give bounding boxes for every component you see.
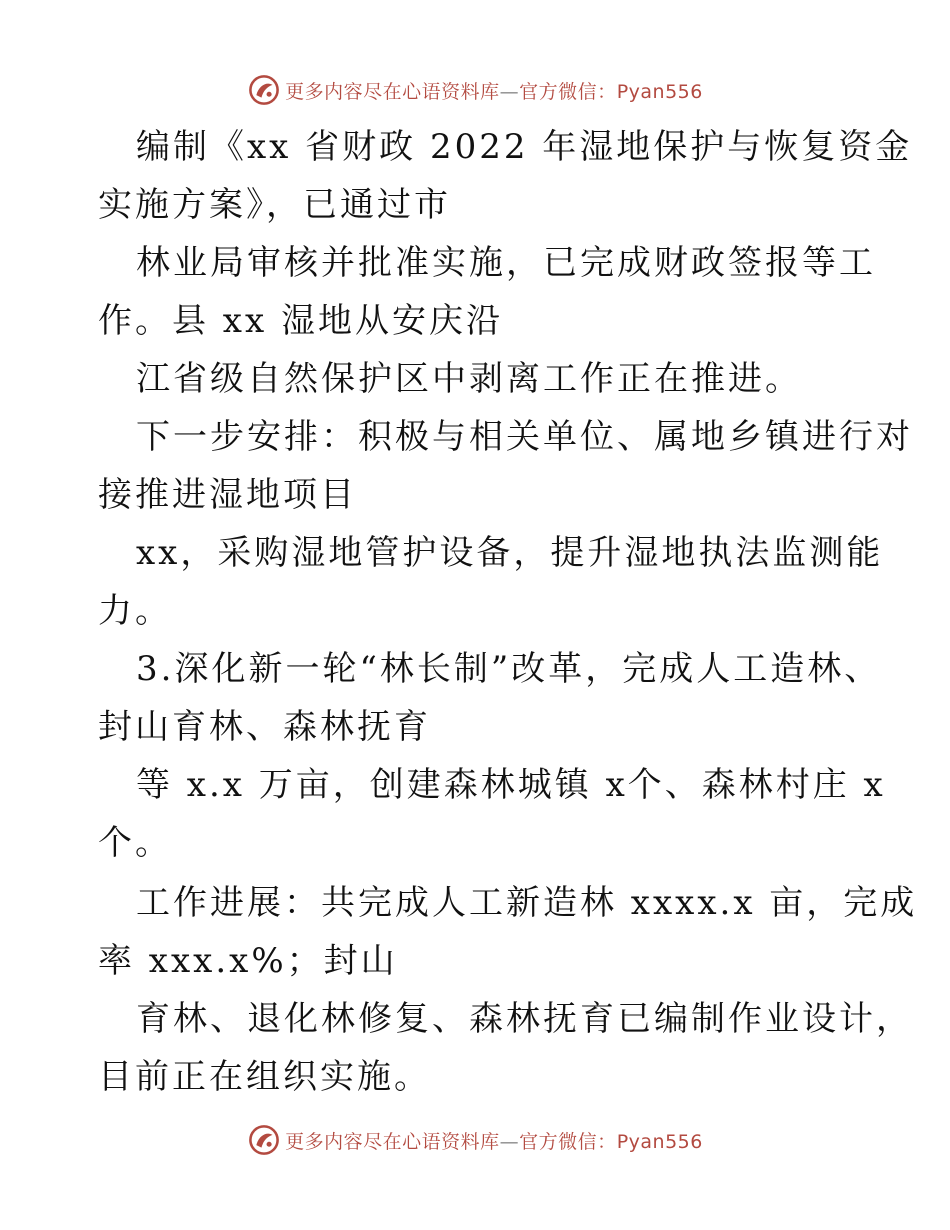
footer-banner-inner	[247, 1123, 703, 1157]
body-line-7: 接推进湿地项目	[98, 475, 357, 515]
body-line-3: 林业局审核并批准实施，已完成财政签报等工	[136, 243, 876, 283]
header-brand-text: 更多内容尽在心语资料库	[285, 80, 500, 103]
red-swirl-logo-icon	[247, 73, 281, 107]
footer-banner-text	[285, 1127, 703, 1154]
body-line-2: 实施方案》，已通过市	[98, 185, 451, 225]
body-line-6: 下一步安排：积极与相关单位、属地乡镇进行对	[136, 417, 913, 457]
footer-banner	[0, 1120, 950, 1160]
body-line-16: 育林、退化林修复、森林抚育已编制作业设计，	[136, 999, 913, 1039]
body-line-4: 作。县 xx 湿地从安庆沿	[98, 301, 503, 341]
body-line-13: 个。	[98, 823, 172, 863]
body-line-9: 力。	[98, 591, 172, 631]
body-line-8: xx，采购湿地管护设备，提升湿地执法监测能	[136, 533, 884, 573]
body-line-5: 江省级自然保护区中剥离工作正在推进。	[136, 359, 802, 399]
footer-brand-text: 更多内容尽在心语资料库	[285, 1130, 500, 1153]
footer-wechat-id: Pyan556	[616, 1130, 703, 1153]
body-line-15: 率 xxx.x%；封山	[98, 941, 398, 981]
header-banner	[0, 70, 950, 110]
body-line-14: 工作进展：共完成人工新造林 xxxx.x 亩，完成	[136, 883, 918, 923]
header-banner-inner	[247, 73, 703, 107]
header-wechat-label: 官方微信：	[519, 80, 617, 103]
body-line-1: 编制《xx 省财政 2022 年湿地保护与恢复资金	[136, 127, 913, 167]
body-line-17: 目前正在组织实施。	[98, 1057, 431, 1097]
footer-separator: —	[499, 1130, 520, 1153]
red-swirl-logo-icon	[247, 1123, 281, 1157]
body-line-11: 封山育林、森林抚育	[98, 707, 431, 747]
header-wechat-id: Pyan556	[616, 80, 703, 103]
body-line-10: 3.深化新一轮“林长制”改革，完成人工造林、	[136, 649, 882, 689]
header-banner-text	[285, 77, 703, 104]
footer-wechat-label: 官方微信：	[519, 1130, 617, 1153]
header-separator: —	[499, 80, 520, 103]
body-line-12: 等 x.x 万亩，创建森林城镇 x个、森林村庄 x	[136, 765, 886, 805]
